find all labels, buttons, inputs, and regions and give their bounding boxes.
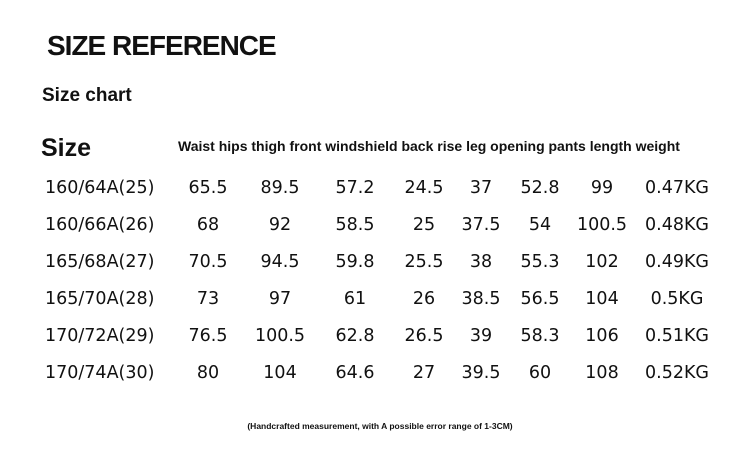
thigh-cell: 59.8 [335, 252, 375, 272]
pants-length-cell: 99 [590, 178, 614, 198]
size-cell: 165/70A(28) [45, 289, 155, 309]
weight-cell: 0.51KG [644, 326, 710, 346]
back-rise-cell: 38 [469, 252, 493, 272]
table-row [0, 244, 750, 281]
waist-cell: 65.5 [188, 178, 228, 198]
thigh-cell: 64.6 [335, 363, 375, 383]
pants-length-cell: 100.5 [576, 215, 628, 235]
measurement-columns-header: Waist hips thigh front windshield back rise leg opening pants length weight [178, 138, 680, 154]
leg-opening-cell: 58.3 [520, 326, 560, 346]
thigh-cell: 58.5 [335, 215, 375, 235]
size-table [0, 170, 750, 392]
table-row [0, 355, 750, 392]
subtitle: Size chart [42, 85, 132, 106]
page-title: SIZE REFERENCE [47, 30, 276, 61]
hips-cell: 89.5 [260, 178, 300, 198]
back-rise-cell: 37 [469, 178, 493, 198]
hips-cell: 92 [268, 215, 292, 235]
weight-cell: 0.49KG [644, 252, 710, 272]
size-cell: 160/64A(25) [45, 178, 155, 198]
size-cell: 170/74A(30) [45, 363, 155, 383]
table-row [0, 170, 750, 207]
hips-cell: 94.5 [260, 252, 300, 272]
pants-length-cell: 108 [585, 363, 619, 383]
waist-cell: 76.5 [188, 326, 228, 346]
table-row [0, 281, 750, 318]
leg-opening-cell: 60 [528, 363, 552, 383]
waist-cell: 68 [196, 215, 220, 235]
size-column-header: Size [41, 134, 92, 162]
back-rise-cell: 38.5 [461, 289, 501, 309]
weight-cell: 0.48KG [644, 215, 710, 235]
size-cell: 170/72A(29) [45, 326, 155, 346]
front-rise-cell: 26 [412, 289, 436, 309]
back-rise-cell: 39 [469, 326, 493, 346]
table-row [0, 318, 750, 355]
leg-opening-cell: 55.3 [520, 252, 560, 272]
weight-cell: 0.47KG [644, 178, 710, 198]
hips-cell: 100.5 [254, 326, 306, 346]
front-rise-cell: 24.5 [404, 178, 444, 198]
measurement-footnote: (Handcrafted measurement, with A possible error range of 1-3CM) [247, 421, 513, 431]
weight-cell: 0.5KG [650, 289, 704, 309]
size-cell: 165/68A(27) [45, 252, 155, 272]
waist-cell: 80 [196, 363, 220, 383]
front-rise-cell: 27 [412, 363, 436, 383]
size-cell: 160/66A(26) [45, 215, 155, 235]
waist-cell: 73 [196, 289, 220, 309]
pants-length-cell: 102 [585, 252, 619, 272]
back-rise-cell: 39.5 [461, 363, 501, 383]
pants-length-cell: 104 [585, 289, 619, 309]
leg-opening-cell: 56.5 [520, 289, 560, 309]
pants-length-cell: 106 [585, 326, 619, 346]
front-rise-cell: 25 [412, 215, 436, 235]
weight-cell: 0.52KG [644, 363, 710, 383]
thigh-cell: 57.2 [335, 178, 375, 198]
table-row [0, 207, 750, 244]
thigh-cell: 61 [343, 289, 367, 309]
front-rise-cell: 25.5 [404, 252, 444, 272]
hips-cell: 104 [263, 363, 297, 383]
leg-opening-cell: 52.8 [520, 178, 560, 198]
hips-cell: 97 [268, 289, 292, 309]
waist-cell: 70.5 [188, 252, 228, 272]
front-rise-cell: 26.5 [404, 326, 444, 346]
thigh-cell: 62.8 [335, 326, 375, 346]
leg-opening-cell: 54 [528, 215, 552, 235]
back-rise-cell: 37.5 [461, 215, 501, 235]
